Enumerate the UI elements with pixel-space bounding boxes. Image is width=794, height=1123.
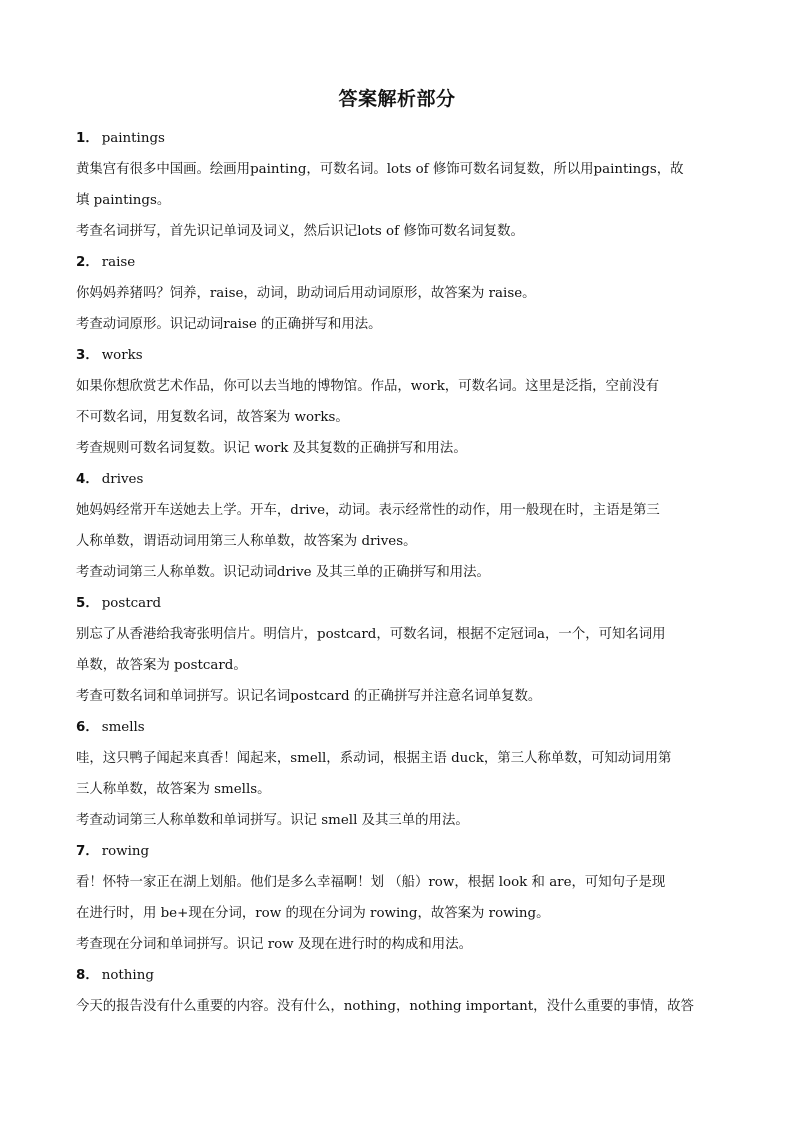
explanation-line: 她妈妈经常开车送她去上学。开车，drive，动词。表示经常性的动作，用一般现在时，主语是第三 (76, 503, 660, 518)
question-number: 8． (76, 968, 99, 983)
question-number: 6． (76, 720, 99, 735)
explanation-line: 黄集宫有很多中国画。绘画用painting，可数名词。lots of 修饰可数名词复数，所以用paintings，故 (76, 162, 684, 177)
question-number: 3． (76, 348, 99, 363)
explanation-line: 如果你想欣赏艺术作品，你可以去当地的博物馆。作品，work，可数名词。这里是泛指，空前没有 (76, 379, 660, 394)
answer-word: smells (101, 720, 145, 735)
explanation-line: 考查规则可数名词复数。识记 work 及其复数的正确拼写和用法。 (76, 441, 467, 456)
answer-heading (76, 960, 716, 991)
answer-heading (76, 836, 716, 867)
answer-item (76, 340, 716, 464)
answer-word: paintings (101, 131, 165, 146)
answer-item (76, 836, 716, 960)
explanation-line: 哇，这只鸭子闻起来真香！闻起来，smell，系动词，根据主语 duck，第三人称单数，可知动词用第 (76, 751, 672, 766)
explanation-line: 不可数名词，用复数名词，故答案为 works。 (76, 410, 349, 425)
answer-heading (76, 123, 716, 154)
answer-item (76, 712, 716, 836)
answer-heading (76, 588, 716, 619)
explanation-line: 单数，故答案为 postcard。 (76, 658, 247, 673)
explanation-line: 考查动词原形。识记动词raise 的正确拼写和用法。 (76, 317, 382, 332)
answer-item (76, 588, 716, 712)
explanation-line: 考查可数名词和单词拼写。识记名词postcard 的正确拼写并注意名词单复数。 (76, 689, 542, 704)
answer-item (76, 464, 716, 588)
answer-heading (76, 340, 716, 371)
answer-heading (76, 247, 716, 278)
explanation-line: 三人称单数，故答案为 smells。 (76, 782, 271, 797)
explanation-line: 考查动词第三人称单数。识记动词drive 及其三单的正确拼写和用法。 (76, 565, 490, 580)
explanation-line: 别忘了从香港给我寄张明信片。明信片，postcard，可数名词，根据不定冠词a，一个，可知名词用 (76, 627, 666, 642)
question-number: 7． (76, 844, 99, 859)
question-number: 1． (76, 131, 99, 146)
answer-list (76, 123, 716, 1022)
explanation-line: 考查动词第三人称单数和单词拼写。识记 smell 及其三单的用法。 (76, 813, 469, 828)
answer-item (76, 123, 716, 247)
question-number: 2． (76, 255, 99, 270)
answer-word: raise (101, 255, 136, 270)
explanation-line: 考查名词拼写，首先识记单词及词义，然后识记lots of 修饰可数名词复数。 (76, 224, 524, 239)
answer-word: postcard (101, 596, 162, 611)
answer-word: works (101, 348, 143, 363)
explanation-line: 你妈妈养猪吗？饲养，raise，动词，助动词后用动词原形，故答案为 raise。 (76, 286, 536, 301)
explanation-line: 在进行时，用 be+现在分词，row 的现在分词为 rowing，故答案为 rowing。 (76, 906, 550, 921)
page-title: 答案解析部分 (338, 88, 456, 110)
question-number: 4． (76, 472, 99, 487)
answer-word: nothing (101, 968, 154, 983)
explanation-line: 看！怀特一家正在湖上划船。他们是多么幸福啊！划 （船）row，根据 look 和 are，可知句子是现 (76, 875, 666, 890)
answer-item (76, 960, 716, 1022)
explanation-line: 今天的报告没有什么重要的内容。没有什么，nothing，nothing important，没什么重要的事情，故答 (76, 999, 694, 1014)
explanation-line: 人称单数，谓语动词用第三人称单数，故答案为 drives。 (76, 534, 417, 549)
explanation-line: 填 paintings。 (76, 193, 171, 208)
answer-word: rowing (101, 844, 150, 859)
question-number: 5． (76, 596, 99, 611)
answer-heading (76, 464, 716, 495)
answer-item (76, 247, 716, 340)
answer-word: drives (101, 472, 144, 487)
answer-heading (76, 712, 716, 743)
explanation-line: 考查现在分词和单词拼写。识记 row 及现在进行时的构成和用法。 (76, 937, 472, 952)
